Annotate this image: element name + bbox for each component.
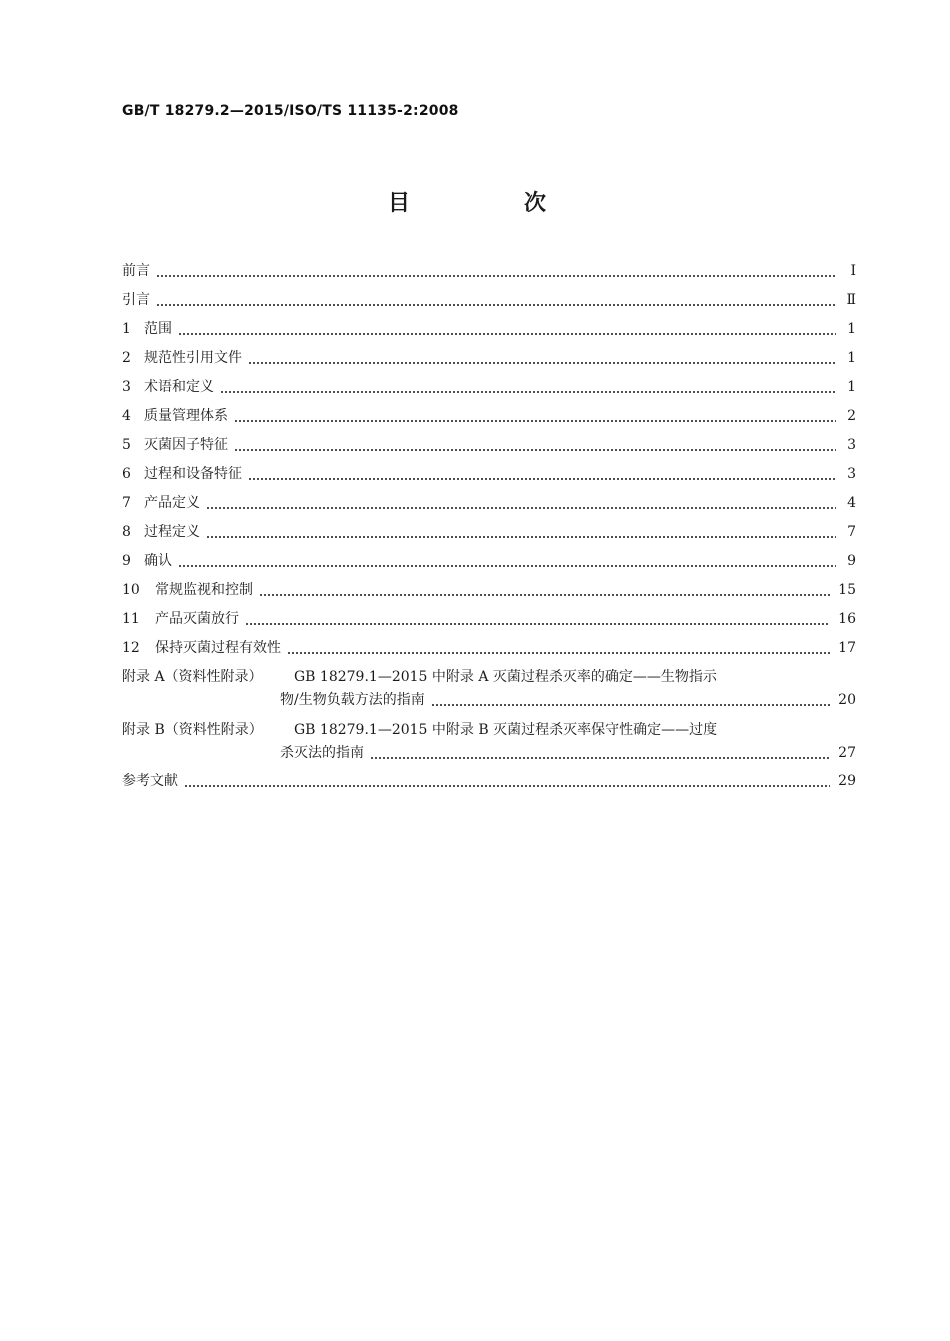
toc-entry-page-number: 4 <box>847 495 856 511</box>
toc-entry-number: 3 <box>122 379 131 395</box>
toc-annex-b[interactable] <box>122 721 856 762</box>
annex-b-title-line2: 杀灭法的指南 <box>280 745 364 761</box>
toc-entry[interactable] <box>122 639 856 657</box>
toc-entry-page-number: 1 <box>847 379 856 395</box>
toc-entry-page-number: 17 <box>838 640 856 656</box>
toc-entry-page-number: 1 <box>847 350 856 366</box>
toc-entry-number: 1 <box>122 321 131 337</box>
annex-b-prefix: 附录 B（资料性附录） <box>122 722 263 738</box>
dot-leader <box>370 757 830 759</box>
dot-leader <box>287 652 830 654</box>
toc-entry-label: 质量管理体系 <box>144 408 228 424</box>
toc-entry-label: 术语和定义 <box>144 379 214 395</box>
toc-entry-number: 9 <box>122 553 131 569</box>
toc-entry-label: 引言 <box>122 292 150 308</box>
page-title: 目 次 <box>387 191 592 216</box>
toc-entry[interactable] <box>122 581 856 599</box>
toc-entry-number: 10 <box>122 582 140 598</box>
toc-entry-number: 2 <box>122 350 131 366</box>
toc-entry-page-number: I <box>850 263 856 279</box>
toc-entry-label: 常规监视和控制 <box>155 582 253 598</box>
dot-leader <box>248 362 836 364</box>
toc-entry[interactable] <box>122 262 856 280</box>
dot-leader <box>156 275 836 277</box>
toc-entry[interactable] <box>122 465 856 483</box>
dot-leader <box>206 536 836 538</box>
dot-leader <box>234 420 836 422</box>
toc-entry-number: 6 <box>122 466 131 482</box>
toc-entry-number: 7 <box>122 495 131 511</box>
toc-entry-page-number: 7 <box>847 524 856 540</box>
toc-entry[interactable] <box>122 291 856 309</box>
toc-entry[interactable] <box>122 436 856 454</box>
toc-entry[interactable] <box>122 494 856 512</box>
dot-leader <box>220 391 836 393</box>
toc-entry-page-number: 3 <box>847 466 856 482</box>
toc-entry-label: 过程定义 <box>144 524 200 540</box>
toc-entry-label: 范围 <box>144 321 172 337</box>
bibliography-label: 参考文献 <box>122 773 178 789</box>
annex-b-page-number: 27 <box>838 745 856 761</box>
toc-entry[interactable] <box>122 407 856 425</box>
toc-entry-number: 5 <box>122 437 131 453</box>
table-of-contents <box>122 262 856 790</box>
dot-leader <box>431 704 830 706</box>
toc-entry-number: 4 <box>122 408 131 424</box>
toc-entry[interactable] <box>122 523 856 541</box>
toc-entry-label: 产品灭菌放行 <box>155 611 239 627</box>
annex-b-title-line1: GB 18279.1—2015 中附录 B 灭菌过程杀灭率保守性确定——过度 <box>294 722 718 738</box>
toc-entry-label: 确认 <box>144 553 172 569</box>
toc-entry-page-number: 16 <box>838 611 856 627</box>
dot-leader <box>184 785 830 787</box>
toc-entry-label: 保持灭菌过程有效性 <box>155 640 281 656</box>
toc-entry-number: 11 <box>122 611 140 627</box>
annex-a-title-line2: 物/生物负载方法的指南 <box>280 692 425 708</box>
dot-leader <box>178 333 836 335</box>
toc-entry-page-number: 9 <box>847 553 856 569</box>
dot-leader <box>245 623 830 625</box>
annex-a-title-line1: GB 18279.1—2015 中附录 A 灭菌过程杀灭率的确定——生物指示 <box>294 669 717 685</box>
standard-code-header: GB/T 18279.2—2015/ISO/TS 11135-2:2008 <box>122 103 459 119</box>
toc-entry-number: 12 <box>122 640 140 656</box>
toc-entry-page-number: 3 <box>847 437 856 453</box>
toc-annex-a[interactable] <box>122 668 856 709</box>
dot-leader <box>234 449 836 451</box>
toc-entry-page-number: Ⅱ <box>846 292 856 308</box>
toc-entry-page-number: 15 <box>838 582 856 598</box>
toc-entry-number: 8 <box>122 524 131 540</box>
toc-entry-label: 规范性引用文件 <box>144 350 242 366</box>
annex-a-page-number: 20 <box>838 692 856 708</box>
toc-entry-page-number: 2 <box>847 408 856 424</box>
annex-a-prefix: 附录 A（资料性附录） <box>122 669 263 685</box>
toc-bibliography[interactable] <box>122 772 856 790</box>
dot-leader <box>206 507 836 509</box>
dot-leader <box>248 478 836 480</box>
dot-leader <box>178 565 836 567</box>
toc-entry[interactable] <box>122 378 856 396</box>
dot-leader <box>259 594 830 596</box>
toc-entry-label: 前言 <box>122 263 150 279</box>
toc-entry[interactable] <box>122 552 856 570</box>
bibliography-page-number: 29 <box>838 773 856 789</box>
toc-entry-label: 灭菌因子特征 <box>144 437 228 453</box>
toc-entry-label: 过程和设备特征 <box>144 466 242 482</box>
toc-entry[interactable] <box>122 610 856 628</box>
toc-entry-label: 产品定义 <box>144 495 200 511</box>
toc-entry-page-number: 1 <box>847 321 856 337</box>
toc-entry[interactable] <box>122 320 856 338</box>
toc-entry[interactable] <box>122 349 856 367</box>
dot-leader <box>156 304 836 306</box>
